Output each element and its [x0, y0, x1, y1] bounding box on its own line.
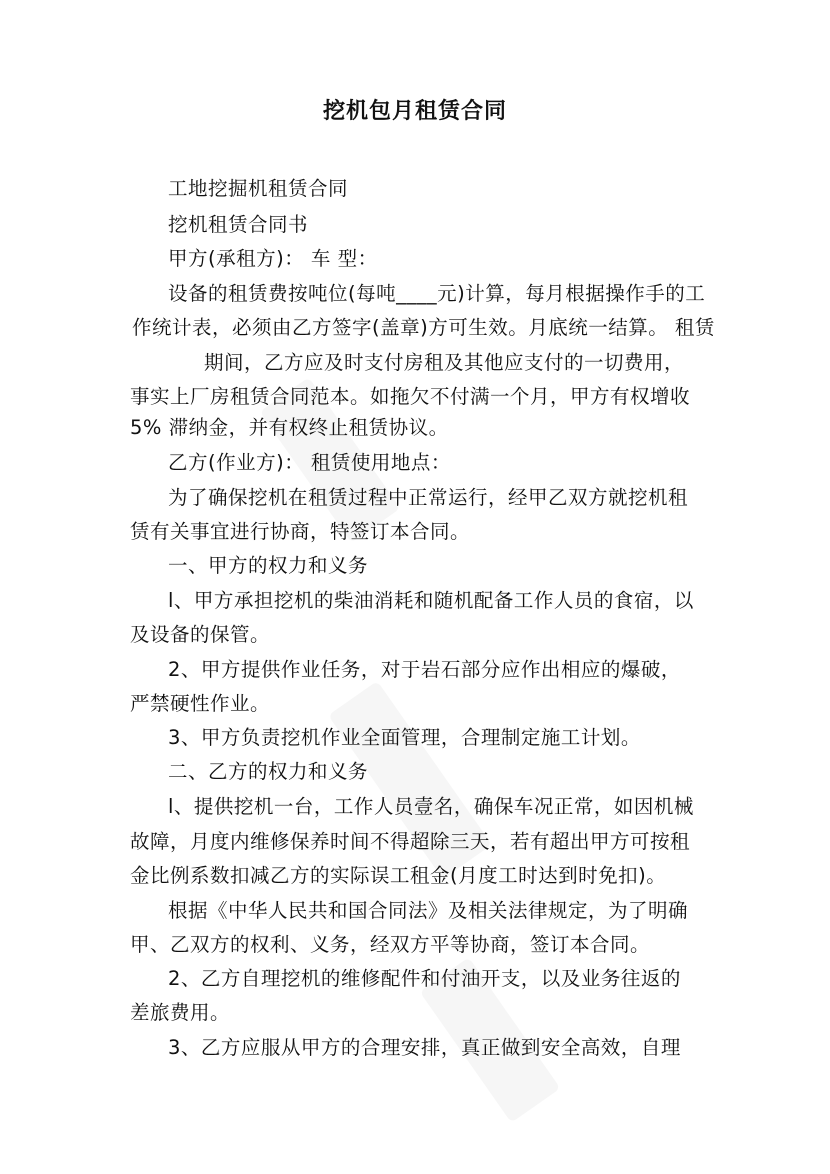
text-line: 工地挖掘机租赁合同 [168, 177, 349, 200]
text-line: 甲方(承租方)： 车 型： [168, 247, 378, 270]
text-line: 金比例系数扣减乙方的实际误工租金(月度工时达到时免扣)。 [130, 864, 667, 887]
text-line: 故障，月度内维修保养时间不得超除三天，若有超出甲方可按租 [130, 830, 691, 853]
text-line: 严禁硬性作业。 [130, 692, 271, 715]
text-line: 乙方(作业方)： 租赁使用地点： [168, 451, 451, 474]
text-line: 设备的租赁费按吨位(每吨____元)计算，每月根据操作手的工 [168, 282, 706, 305]
text-line: 作统计表，必须由乙方签字(盖章)方可生效。月底统一结算。 租赁 [132, 316, 715, 339]
text-line: 3、甲方负责挖机作业全面管理，合理制定施工计划。 [168, 726, 641, 749]
text-line: l、甲方承担挖机的柴油消耗和随机配备工作人员的食宿，以 [168, 589, 694, 612]
text-line: 挖机租赁合同书 [168, 213, 309, 236]
text-line: 及设备的保管。 [130, 623, 271, 646]
text-line: 根据《中华人民共和国合同法》及相关法律规定，为了明确 [168, 899, 689, 922]
section-heading: 一、甲方的权力和义务 [168, 554, 369, 577]
text-line: 事实上厂房租赁合同范本。如拖欠不付满一个月，甲方有权增收 [130, 385, 691, 408]
text-line: 赁有关事宜进行协商，特签订本合同。 [130, 520, 471, 543]
document-title: 挖机包月租赁合同 [322, 99, 507, 124]
text-line: 5% 滞纳金，并有权终止租赁协议。 [130, 416, 449, 439]
section-heading: 二、乙方的权力和义务 [168, 760, 369, 783]
text-line: 2、甲方提供作业任务，对于岩石部分应作出相应的爆破， [168, 658, 681, 681]
text-line: l、提供挖机一台，工作人员壹名，确保车况正常，如因机械 [168, 795, 694, 818]
text-line: 期间，乙方应及时支付房租及其他应支付的一切费用， [204, 351, 685, 374]
text-line: 为了确保挖机在租赁过程中正常运行，经甲乙双方就挖机租 [168, 486, 689, 509]
text-line: 甲、乙双方的权利、义务，经双方平等协商，签订本合同。 [130, 933, 651, 956]
text-line: 2、乙方自理挖机的维修配件和付油开支，以及业务往返的 [168, 967, 681, 990]
text-line: 3、乙方应服从甲方的合理安排，真正做到安全高效，自理 [168, 1036, 681, 1059]
text-line: 差旅费用。 [130, 1001, 231, 1024]
